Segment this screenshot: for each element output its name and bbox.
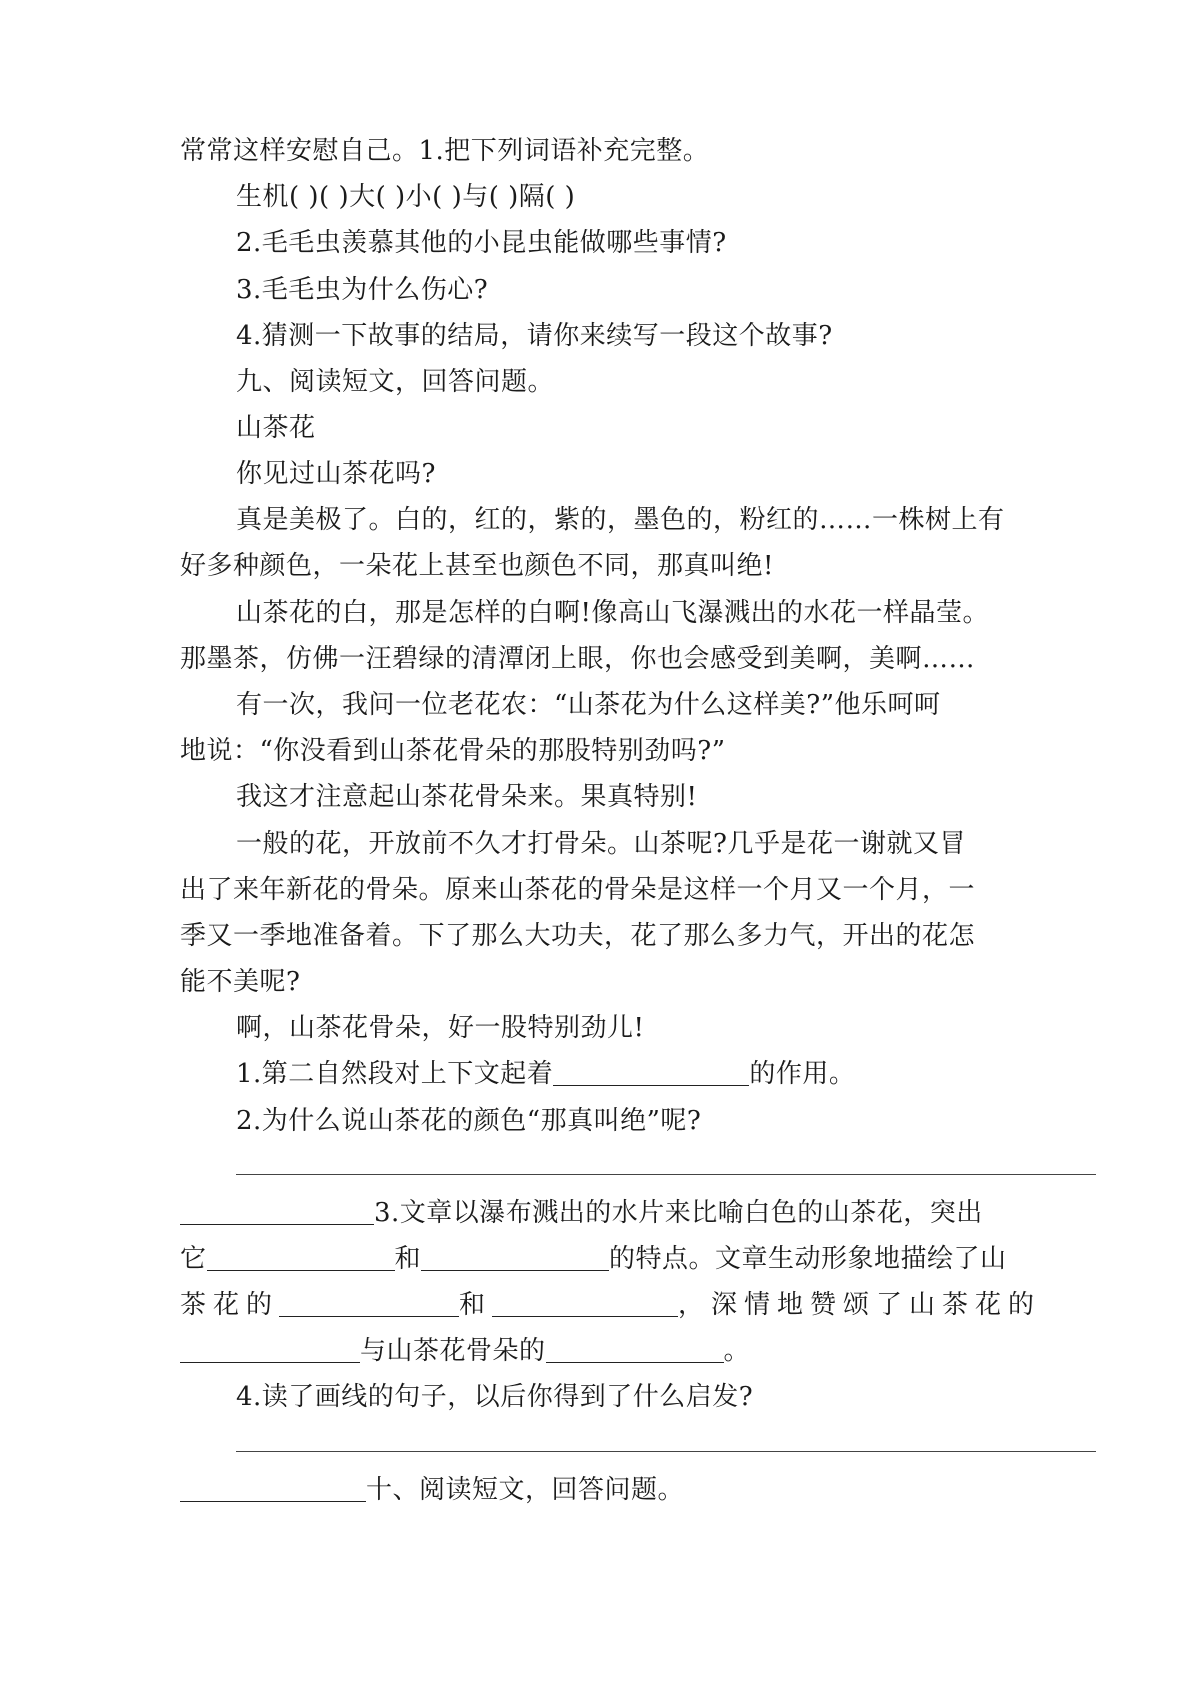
question-3-line-2: [180, 1244, 1007, 1274]
answer-line[interactable]: [236, 1451, 1096, 1452]
question-3: 3.毛毛虫为什么伤心?: [236, 275, 489, 305]
paragraph-line: 山茶花的白，那是怎样的白啊!像高山飞瀑溅出的水花一样晶莹。: [236, 598, 989, 628]
answer-blank[interactable]: [546, 1338, 724, 1363]
question-4: 4.读了画线的句子，以后你得到了什么启发?: [236, 1382, 754, 1412]
question-1-suffix: 的作用。: [749, 1059, 856, 1089]
question-3-text: ，深情地赞颂了山茶花的: [678, 1290, 1042, 1320]
answer-blank[interactable]: [279, 1292, 459, 1317]
paragraph-line: 季又一季地准备着。下了那么大功夫，花了那么多力气，开出的花怎: [180, 921, 976, 951]
question-3-text: 的特点。文章生动形象地描绘了山: [609, 1244, 1007, 1274]
answer-blank[interactable]: [180, 1477, 366, 1502]
section-10-line: [180, 1475, 684, 1505]
paragraph-line: 我这才注意起山茶花骨朵来。果真特别!: [236, 782, 698, 812]
question-1-text: 1.第二自然段对上下文起着: [236, 1059, 554, 1089]
paragraph-line: 真是美极了。白的，红的，紫的，墨色的，粉红的……一株树上有: [236, 505, 1005, 535]
paragraph-line: 一般的花，开放前不久才打骨朵。山茶呢?几乎是花一谢就又冒: [236, 829, 966, 859]
answer-blank[interactable]: [180, 1200, 374, 1225]
answer-blank[interactable]: [207, 1246, 395, 1271]
paragraph-line: 地说：“你没看到山茶花骨朵的那股特别劲吗?”: [180, 736, 726, 766]
paragraph-line: 那墨茶，仿佛一汪碧绿的清潭闭上眼，你也会感受到美啊，美啊……: [180, 644, 976, 674]
question-3-line-4: [180, 1336, 750, 1366]
question-3-text: 与山茶花骨朵的: [360, 1336, 546, 1366]
section-9-heading: 九、阅读短文，回答问题。: [236, 367, 555, 397]
question-3-text: 。: [723, 1336, 751, 1366]
question-3-text: 和: [459, 1290, 493, 1320]
fill-in-words: 生机( )( )大( )小( )与( )隔( ): [236, 182, 576, 212]
paragraph-line: 好多种颜色，一朵花上甚至也颜色不同，那真叫绝!: [180, 551, 774, 581]
question-1: [236, 1059, 855, 1089]
passage-title: 山茶花: [236, 413, 316, 443]
question-3-line-1: [180, 1198, 983, 1228]
question-3-line-3: [180, 1290, 1041, 1320]
answer-blank[interactable]: [180, 1338, 360, 1363]
question-3-text: 和: [394, 1244, 422, 1274]
question-2: 2.为什么说山茶花的颜色“那真叫绝”呢?: [236, 1106, 702, 1136]
paragraph-line: 出了来年新花的骨朵。原来山茶花的骨朵是这样一个月又一个月，一: [180, 875, 976, 905]
paragraph-line: 你见过山茶花吗?: [236, 459, 436, 489]
question-4: 4.猜测一下故事的结局，请你来续写一段这个故事?: [236, 321, 833, 351]
question-3-text: 茶花的: [180, 1290, 280, 1320]
paragraph-line: 能不美呢?: [180, 967, 301, 997]
question-3-text: 它: [180, 1244, 207, 1274]
question-3-text: 3.文章以瀑布溅出的水片来比喻白色的山茶花，突出: [374, 1198, 983, 1228]
question-2: 2.毛毛虫羡慕其他的小昆虫能做哪些事情?: [236, 228, 727, 258]
text-line: 常常这样安慰自己。1.把下列词语补充完整。: [180, 136, 710, 166]
answer-blank[interactable]: [421, 1246, 609, 1271]
section-10-heading: 十、阅读短文，回答问题。: [366, 1475, 685, 1505]
paragraph-line: 啊，山茶花骨朵，好一股特别劲儿!: [236, 1013, 645, 1043]
answer-line[interactable]: [236, 1174, 1096, 1175]
answer-blank[interactable]: [492, 1292, 678, 1317]
answer-blank[interactable]: [553, 1061, 749, 1086]
paragraph-line: 有一次，我问一位老花农：“山茶花为什么这样美?”他乐呵呵: [236, 690, 941, 720]
